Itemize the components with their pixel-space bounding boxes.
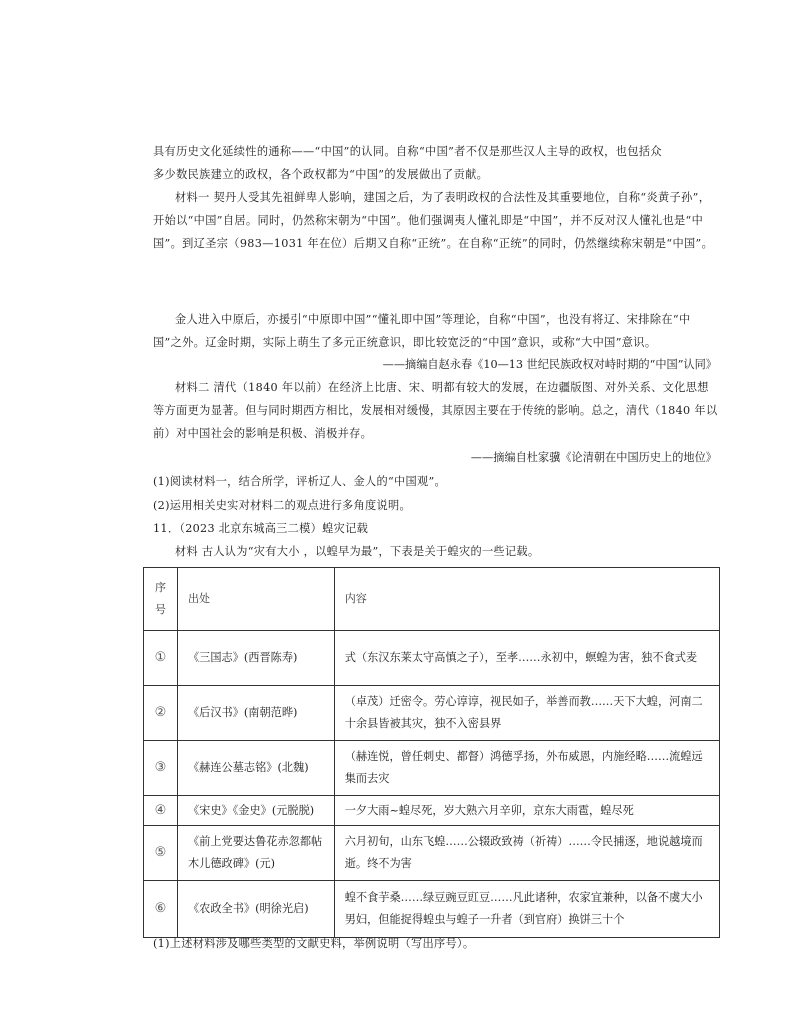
header-source: 出处 <box>177 568 334 631</box>
row-serial: ① <box>144 631 178 686</box>
table-row <box>144 826 720 881</box>
row-serial: ③ <box>144 741 178 796</box>
question-10-part-2: (2)运用相关史实对材料二的观点进行多角度说明。 <box>153 499 411 512</box>
question-11-material: 材料 古人认为“灾有大小 ，以蝗早为最”，下表是关于蝗灾的一些记载。 <box>175 545 540 558</box>
table-row <box>144 631 720 686</box>
material-1-paragraph-1: 材料一 契丹人受其先祖鲜卑人影响，建国之后，为了表明政权的合法性及其重要地位，自称“炎黄子孙”，开始以“中国”自居。同时，仍然称宋朝为“中国”。他们强调夷人懂礼即是“中国”，并不反对汉人懂礼也是“中国”。到辽圣宗（983—1031 年在位）后期又自称“正统”。在自称“正统”的同时，仍然继续称宋朝是“中国”。 <box>153 191 714 250</box>
row-content: 蝗不食芋桑……绿豆豌豆豇豆……凡此诸种，农家宜兼种，以备不虞大小男妇，但能捉得蝗虫与蝗子一升者（到官府）换饼三十个 <box>334 881 719 938</box>
intro-line-2: 多少数民族建立的政权，各个政权都为“中国”的发展做出了贡献。 <box>153 168 489 181</box>
row-serial: ⑤ <box>144 826 178 881</box>
row-content: 六月初旬，山东飞蝗……公辍政致祷（祈祷）……令民捕逐，地说越境而逝。终不为害 <box>334 826 719 881</box>
table-header-row <box>144 568 720 631</box>
row-source: 《前上党要达鲁花赤忽都帖木儿德政碑》(元) <box>177 826 334 881</box>
row-source: 《赫连公墓志铭》(北魏) <box>177 741 334 796</box>
material-2-paragraph: 材料二 清代（1840 年以前）在经济上比唐、宋、明都有较大的发展，在边疆版图、对外关系、文化思想等方面更为显著。但与同时期西方相比，发展相对缓慢，其原因主要在于传统的影响。总之，清代（1840 年以前）对中国社会的影响是积极、消极并存。 <box>153 381 718 440</box>
locust-records-table <box>143 567 720 938</box>
table-row <box>144 881 720 938</box>
header-serial: 序号 <box>144 568 178 631</box>
material-1-source: ——摘编自赵永春《10—13 世纪民族政权对峙时期的“中国”认同》 <box>382 358 717 371</box>
intro-paragraph <box>153 140 718 186</box>
row-source: 《三国志》(西晋陈寿) <box>177 631 334 686</box>
material-2-source: ——摘编自杜家骥《论清朝在中国历史上的地位》 <box>470 451 717 464</box>
row-content: 式（东汉东莱太守高慎之子），至孝……永初中，螟蝗为害，独不食式麦 <box>334 631 719 686</box>
row-content: （赫连悦，曾任刺史、都督）鸿德孚扬，外布威恩，内施经略……流蝗远集而去灾 <box>334 741 719 796</box>
header-content: 内容 <box>334 568 719 631</box>
row-content: （卓茂）迁密令。劳心谆谆，视民如子，举善而教……天下大蝗，河南二十余县皆被其灾，独不入密县界 <box>334 686 719 741</box>
row-content: 一夕大雨~蝗尽死，岁大熟六月辛卯，京东大雨雹，蝗尽死 <box>334 796 719 826</box>
material-1-paragraph-2: 金人进入中原后，亦援引“中原即中国”“懂礼即中国”等理论，自称“中国”，也没有将辽、宋排除在“中国”之外。辽金时期，实际上萌生了多元正统意识，即比较宽泛的“中国”意识，或称“大中国”意识。 <box>153 313 691 349</box>
row-serial: ② <box>144 686 178 741</box>
row-source: 《后汉书》(南朝范晔) <box>177 686 334 741</box>
table-row <box>144 796 720 826</box>
row-source: 《农政全书》(明徐光启) <box>177 881 334 938</box>
question-11-part-1: (1)上述材料涉及哪些类型的文献史料，举例说明（写出序号）。 <box>153 937 475 950</box>
table-row <box>144 741 720 796</box>
row-serial: ⑥ <box>144 881 178 938</box>
row-serial: ④ <box>144 796 178 826</box>
question-11-title: 11．（2023 北京东城高三二模）蝗灾记载 <box>153 522 369 535</box>
table-row <box>144 686 720 741</box>
row-source: 《宋史》《金史》(元脱脱) <box>177 796 334 826</box>
question-10-part-1: (1)阅读材料一，结合所学，评析辽人、金人的“中国观”。 <box>153 475 446 488</box>
intro-line-1: 具有历史文化延续性的通称——“中国”的认同。自称“中国”者不仅是那些汉人主导的政权，也包括众 <box>153 145 662 158</box>
